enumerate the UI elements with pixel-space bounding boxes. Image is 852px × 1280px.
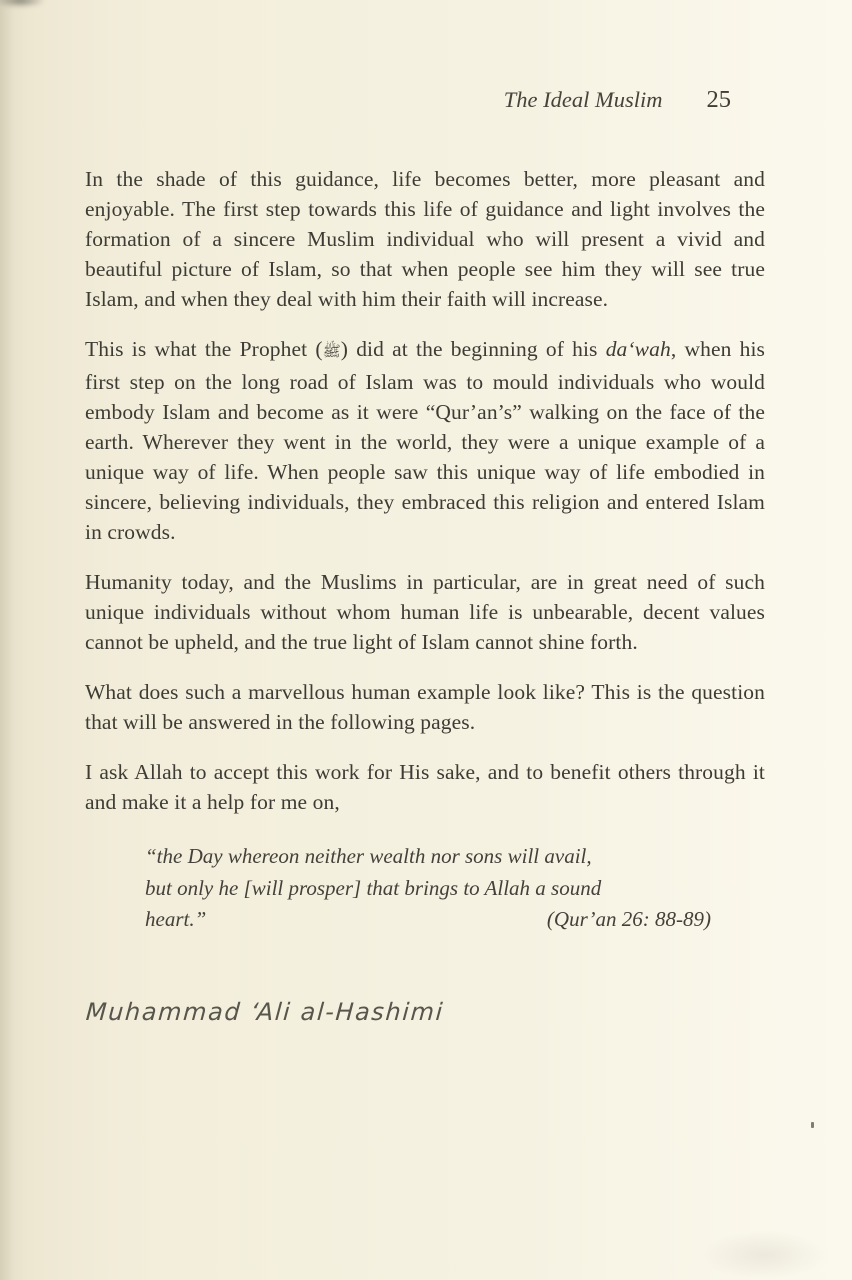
quote-line: “the Day whereon neither wealth nor sons will avail, [145, 844, 592, 868]
page-edge-shadow [0, 0, 14, 1280]
scan-speck [811, 1122, 814, 1128]
quote-last-line [145, 904, 711, 936]
quote-line-end: heart.” [145, 907, 207, 931]
paragraph: In the shade of this guidance, life becomes better, more pleasant and enjoyable. The first step towards this life of guidance and light involves the formation of a sincere Muslim individual who will present a vivid and beautiful picture of Islam, so that when people see him they will see true Islam, and when they deal with him their faith will increase. [85, 167, 765, 311]
prophet-salutation-icon: ﷺ [322, 344, 341, 360]
paragraph: I ask Allah to accept this work for His sake, and to benefit others through it and make it a help for me on, [85, 760, 765, 814]
scan-mottle [700, 1230, 830, 1280]
body-paragraphs [85, 164, 765, 817]
running-title: The Ideal Muslim [503, 87, 663, 112]
paragraph: What does such a marvellous human example look like? This is the question that will be answered in the following pages. [85, 680, 765, 734]
quote-reference: (Qur’an 26: 88-89) [546, 907, 711, 931]
paragraph: This is what the Prophet (ﷺ) did at the beginning of his da‘wah, when his first step on the long road of Islam was to mould individuals who would embody Islam and become as it were “Qur’an’s” walking on the face of the earth. Wherever they went in the world, they were a unique example of a unique way of life. When people saw this unique way of life embodied in sincere, believing individuals, they embraced this religion and entered Islam in crowds. [85, 337, 765, 544]
quran-quote [145, 841, 711, 936]
page-content [85, 86, 765, 1026]
scan-smudge [0, 0, 46, 8]
quote-line: but only he [will prosper] that brings to Allah a sound [145, 875, 602, 900]
page-number: 25 [706, 86, 731, 113]
running-header [85, 86, 765, 114]
author-signature: Muhammad ‘Ali al-Hashimi [85, 997, 445, 1026]
paragraph: Humanity today, and the Muslims in particular, are in great need of such unique individuals without whom human life is unbearable, decent values cannot be upheld, and the true light of Islam cannot shine forth. [85, 570, 765, 654]
